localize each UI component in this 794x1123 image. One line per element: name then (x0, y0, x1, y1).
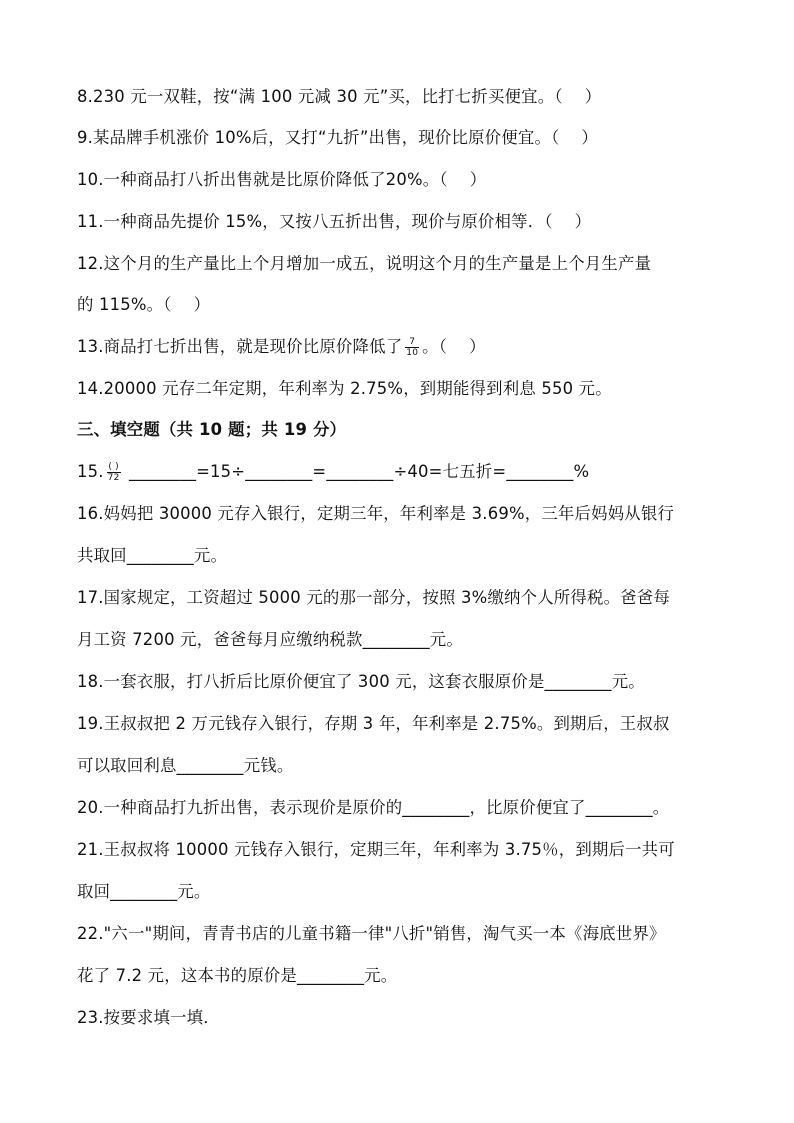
fraction-blank-72 (107, 462, 121, 483)
question-17-line2: 月工资 7200 元，爸爸每月应缴纳税款________元。 (77, 630, 463, 649)
question-18: 18.一套衣服，打八折后比原价便宜了 300 元，这套衣服原价是________元。 (77, 672, 645, 691)
question-12-line2: 的 115%。（ ） (77, 295, 211, 314)
fraction-7-10 (405, 337, 419, 358)
question-21-line2: 取回________元。 (77, 882, 211, 901)
question-13-tail: 。（ ） (422, 337, 486, 356)
question-19-line1: 19.王叔叔把 2 万元钱存入银行，存期 3 年，年利率是 2.75%。到期后，王叔叔 (77, 714, 670, 733)
question-15-number: 15. (77, 462, 104, 481)
question-11: 11.一种商品先提价 15%，又按八五折出售，现价与原价相等．（ ） (77, 212, 592, 231)
question-13-text: 13.商品打七折出售，就是现价比原价降低了 (77, 337, 403, 356)
question-16-line2: 共取回________元。 (77, 546, 228, 565)
question-14: 14.20000 元存二年定期，年利率为 2.75%，到期能得到利息 550 元。 (77, 379, 612, 398)
question-9: 9.某品牌手机涨价 10%后，又打“九折”出售，现价比原价便宜。（ ） (77, 128, 599, 147)
question-17-line1: 17.国家规定，工资超过 5000 元的那一部分，按照 3%缴纳个人所得税。爸爸每 (77, 588, 670, 607)
fraction-denominator: 72 (107, 473, 120, 483)
question-21-line1: 21.王叔叔将 10000 元钱存入银行，定期三年，年利率为 3.75％，到期后一共可 (77, 840, 675, 859)
question-20: 20.一种商品打九折出售，表示现价是原价的________，比原价便宜了________。 (77, 798, 670, 817)
question-22-line2: 花了 7.2 元，这本书的原价是________元。 (77, 966, 398, 985)
question-23: 23.按要求填一填． (77, 1008, 220, 1027)
question-16-line1: 16.妈妈把 30000 元存入银行，定期三年，年利率是 3.69%，三年后妈妈从银行 (77, 504, 675, 523)
question-12-line1: 12.这个月的生产量比上个月增加一成五，说明这个月的生产量是上个月生产量 (77, 254, 652, 273)
question-15 (77, 462, 589, 483)
section-3-heading: 三、填空题（共 10 题；共 19 分） (77, 420, 347, 439)
question-19-line2: 可以取回利息________元钱。 (77, 756, 294, 775)
question-13 (77, 337, 486, 358)
question-15-text: ________=15÷________=________÷40=七五折=________% (123, 462, 590, 481)
question-22-line1: 22."六一"期间，青青书店的儿童书籍一律"八折"销售，淘气买一本《海底世界》 (77, 924, 666, 943)
question-8: 8.230 元一双鞋，按“满 100 元减 30 元”买，比打七折买便宜。（ ） (77, 87, 602, 106)
question-10: 10.一种商品打八折出售就是比原价降低了20%。（ ） (77, 170, 487, 189)
fraction-denominator: 10 (406, 348, 419, 358)
fraction-numerator: 7 (405, 337, 419, 348)
fraction-numerator: ( ) (108, 462, 119, 472)
